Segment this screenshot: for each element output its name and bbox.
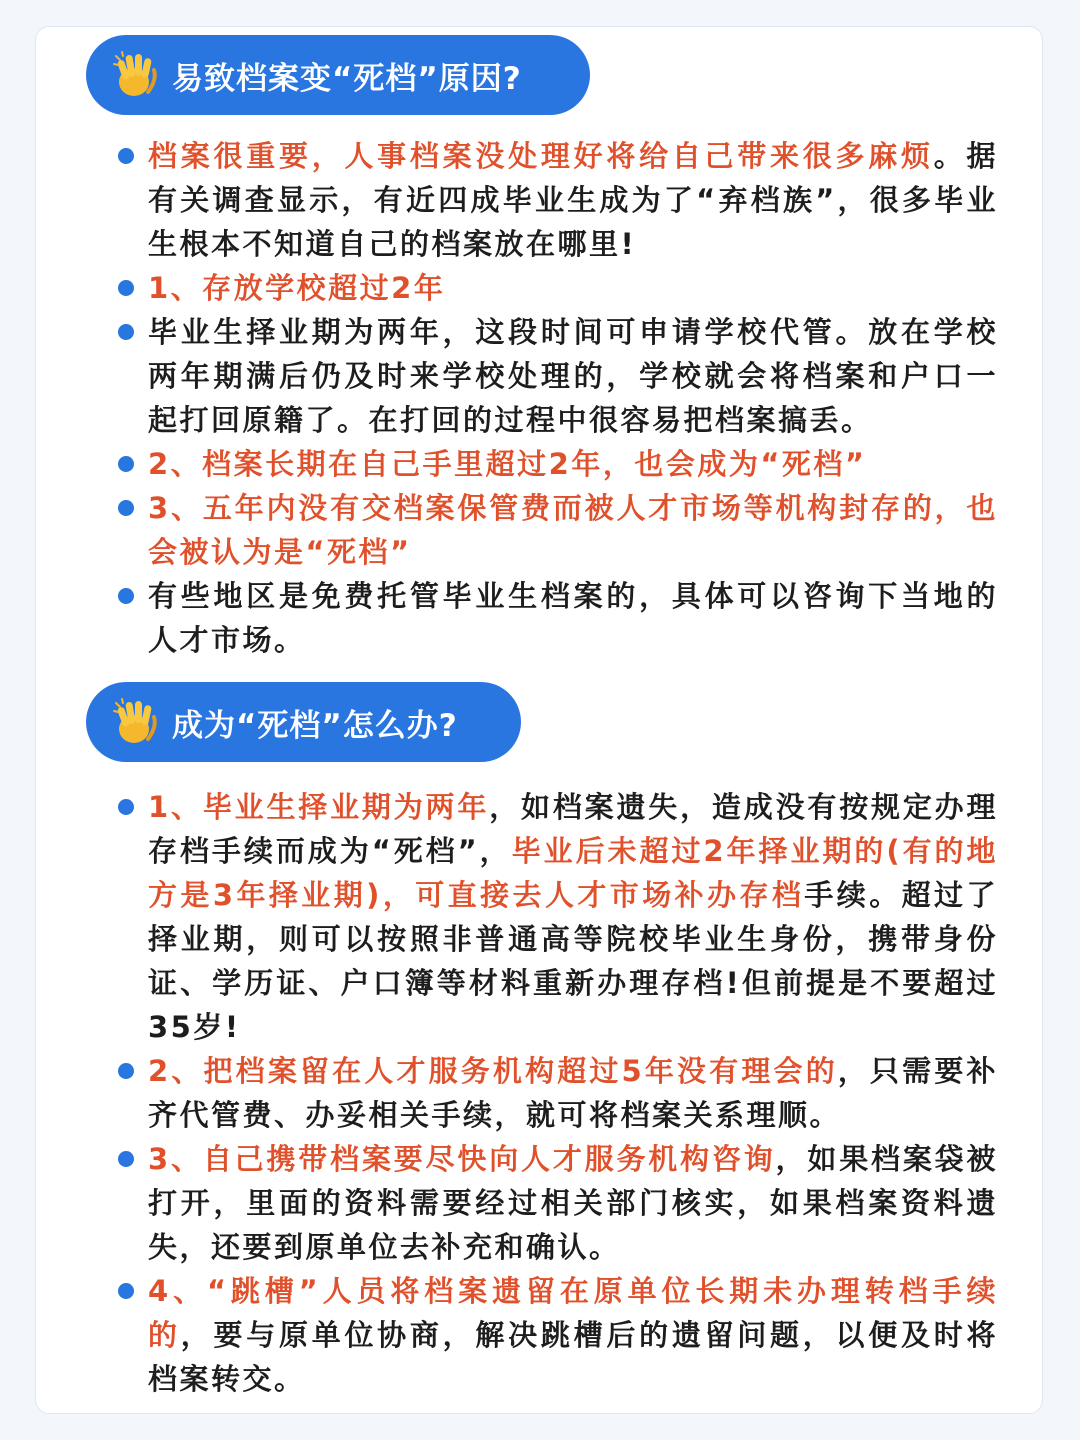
list-item (148, 574, 998, 662)
section-heading-solutions (86, 682, 521, 762)
body-text: ，要与原单位协商，解决跳槽后的遗留问题，以便及时将档案转交。 (148, 1318, 998, 1396)
body-text: ，如档案遗失，造成没有按规定办理存档手续而成为“死档”， (148, 790, 998, 868)
bullet-icon (118, 500, 134, 516)
highlight-text: 1、存放学校超过2年 (148, 271, 446, 305)
list-item (148, 310, 998, 442)
body-text: 手续。超过了择业期，则可以按照非普通高等院校毕业生身份，携带身份证、学历证、户口簿等材料重新办理存档!但前提是不要超过35岁! (148, 878, 998, 1044)
body-text: ，只需要补齐代管费、办妥相关手续，就可将档案关系理顺。 (148, 1054, 998, 1132)
highlight-text: 毕业后未超过2年择业期的(有的地方是3年择业期)，可直接去人才市场补办存档 (148, 834, 998, 912)
highlight-text: 2、档案长期在自己手里超过2年，也会成为“死档” (148, 447, 867, 481)
highlight-text: 3、五年内没有交档案保管费而被人才市场等机构封存的，也会被认为是“死档” (148, 491, 998, 569)
bullet-icon (118, 588, 134, 604)
highlight-text: 档案很重要，人事档案没处理好将给自己带来很多麻烦 (148, 139, 934, 173)
bullet-icon (118, 1063, 134, 1079)
clapping-hands-icon (112, 697, 162, 747)
clapping-hands-icon (112, 50, 162, 100)
section-title: 成为“死档”怎么办? (172, 707, 458, 744)
list-item (148, 1137, 998, 1269)
highlight-text: 3、自己携带档案要尽快向人才服务机构咨询 (148, 1142, 776, 1176)
section-heading-reasons (86, 35, 590, 115)
bullet-icon (118, 148, 134, 164)
bullet-icon (118, 456, 134, 472)
list-item (148, 1269, 998, 1401)
highlight-text: 4、“跳槽”人员将档案遗留在原单位长期未办理转档手续的 (148, 1274, 998, 1352)
list-item (148, 785, 998, 1049)
bullet-icon (118, 1283, 134, 1299)
body-text: 毕业生择业期为两年，这段时间可申请学校代管。放在学校两年期满后仍及时来学校处理的，学校就会将档案和户口一起打回原籍了。在打回的过程中很容易把档案搞丢。 (148, 315, 998, 437)
body-text: ，如果档案袋被打开，里面的资料需要经过相关部门核实，如果档案资料遗失，还要到原单位去补充和确认。 (148, 1142, 998, 1264)
bullet-icon (118, 280, 134, 296)
reasons-list (148, 134, 998, 662)
body-text: 。据有关调查显示，有近四成毕业生成为了“弃档族”，很多毕业生根本不知道自己的档案放在哪里! (148, 139, 998, 261)
highlight-text: 1、毕业生择业期为两年 (148, 790, 490, 824)
list-item (148, 442, 998, 486)
bullet-icon (118, 324, 134, 340)
highlight-text: 2、把档案留在人才服务机构超过5年没有理会的 (148, 1054, 838, 1088)
list-item (148, 266, 998, 310)
list-item (148, 486, 998, 574)
solutions-list (148, 785, 998, 1401)
bullet-icon (118, 1151, 134, 1167)
list-item (148, 134, 998, 266)
bullet-icon (118, 799, 134, 815)
section-title: 易致档案变“死档”原因? (172, 60, 522, 97)
list-item (148, 1049, 998, 1137)
body-text: 有些地区是免费托管毕业生档案的，具体可以咨询下当地的人才市场。 (148, 579, 998, 657)
